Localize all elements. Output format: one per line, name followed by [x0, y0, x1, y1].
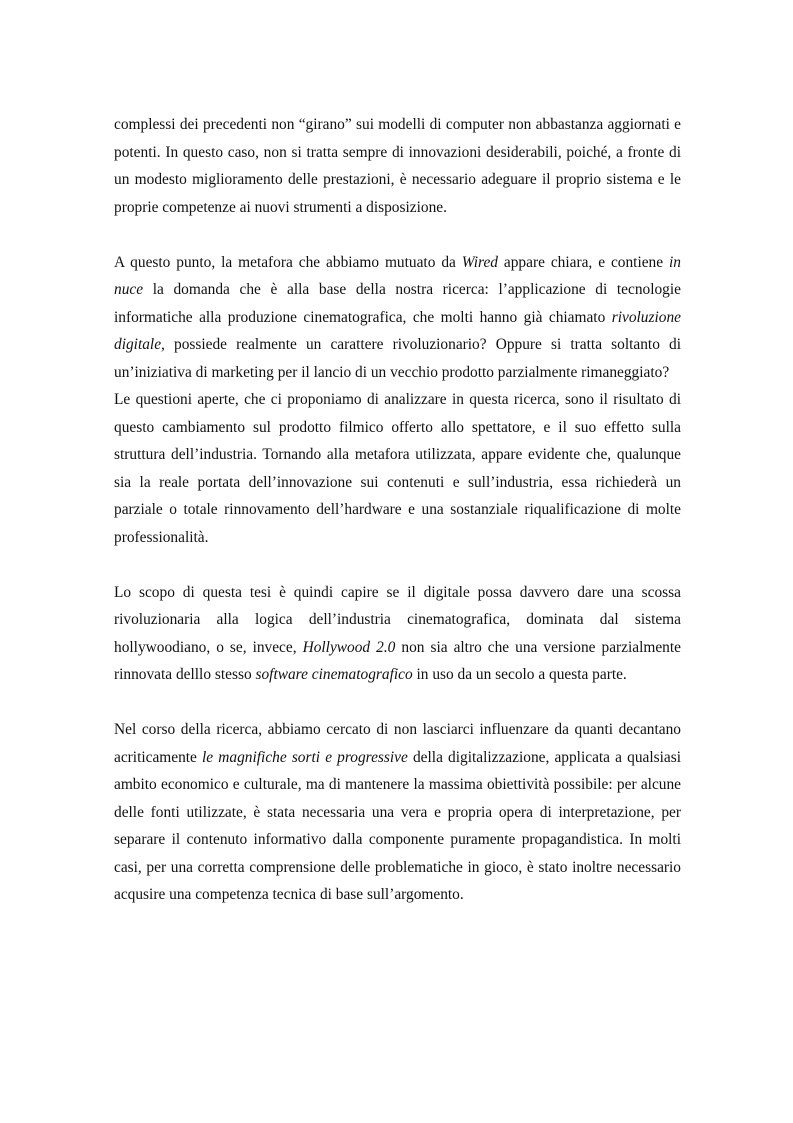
document-body	[114, 111, 681, 909]
italic-text: software cinematografico	[255, 666, 413, 683]
text-run: appare chiara, e contiene	[497, 253, 670, 271]
text-run: Le questioni aperte, che ci proponiamo di analizzare in questa ricerca, sono il risultato di questo cambiamento sul prodotto filmico offerto allo spettatore, e il suo effetto sulla struttura dell’industria. Tornando alla metafora utilizzata, appare evidente che, qualunque sia la reale portata dell’innovazione sui contenuti e sull’industria, essa richiederà un parziale o totale rinnovamento dell’hardware e una sostanziale riqualificazione di molte professionalità.	[114, 391, 681, 546]
text-run: A questo punto, la metafora che abbiamo mutuato da	[114, 253, 462, 271]
text-run: della digitalizzazione, applicata a qualsiasi ambito economico e culturale, ma di mantenere la massima obiettività possibile: per alcune delle fonti utilizzate, è stata necessaria una vera e propria opera di interpretazione, per separare il contenuto informativo dalla componente puramente propagandistica. In molti casi, per una corretta comprensione delle problematiche in gioco, è stato inoltre necessario acqusire una competenza tecnica di base sull’argomento.	[114, 748, 681, 903]
italic-text: rivoluzione digitale,	[114, 308, 681, 353]
text-run: in uso da un secolo a questa parte.	[412, 666, 627, 683]
italic-text: in nuce	[114, 253, 681, 298]
paragraph-1	[114, 111, 681, 221]
paragraph-5	[114, 716, 681, 909]
italic-text: Hollywood 2.0	[302, 638, 396, 656]
paragraph-4	[114, 579, 681, 689]
text-run: possiede realmente un carattere rivoluzionario? Oppure si tratta soltanto di un’iniziativa di marketing per il lancio di un vecchio prodotto parzialmente rimaneggiato?	[114, 336, 681, 381]
paragraph-3	[114, 386, 681, 551]
text-run: non sia altro che una versione parzialmente rinnovata delllo stesso	[114, 638, 681, 683]
text-run: Lo scopo di questa tesi è quindi capire se il digitale possa davvero dare una scossa rivoluzionaria alla logica dell’industria cinematografica, dominata dal sistema hollywoodiano, o se, invece,	[114, 583, 681, 656]
text-run: Nel corso della ricerca, abbiamo cercato di non lasciarci influenzare da quanti decantano acriticamente	[114, 721, 681, 766]
text-run: complessi dei precedenti non “girano” sui modelli di computer non abbastanza aggiornati e potenti. In questo caso, non si tratta sempre di innovazioni desiderabili, poiché, a fronte di un modesto miglioramento delle prestazioni, è necessario adeguare il proprio sistema e le proprie competenze ai nuovi strumenti a disposizione.	[114, 116, 681, 216]
italic-text: le magnifiche sorti e progressive	[202, 748, 408, 766]
italic-text: Wired	[461, 253, 498, 271]
paragraph-2	[114, 249, 681, 387]
text-run: la domanda che è alla base della nostra ricerca: l’applicazione di tecnologie informatiche alla produzione cinematografica, che molti hanno già chiamato	[114, 281, 681, 326]
